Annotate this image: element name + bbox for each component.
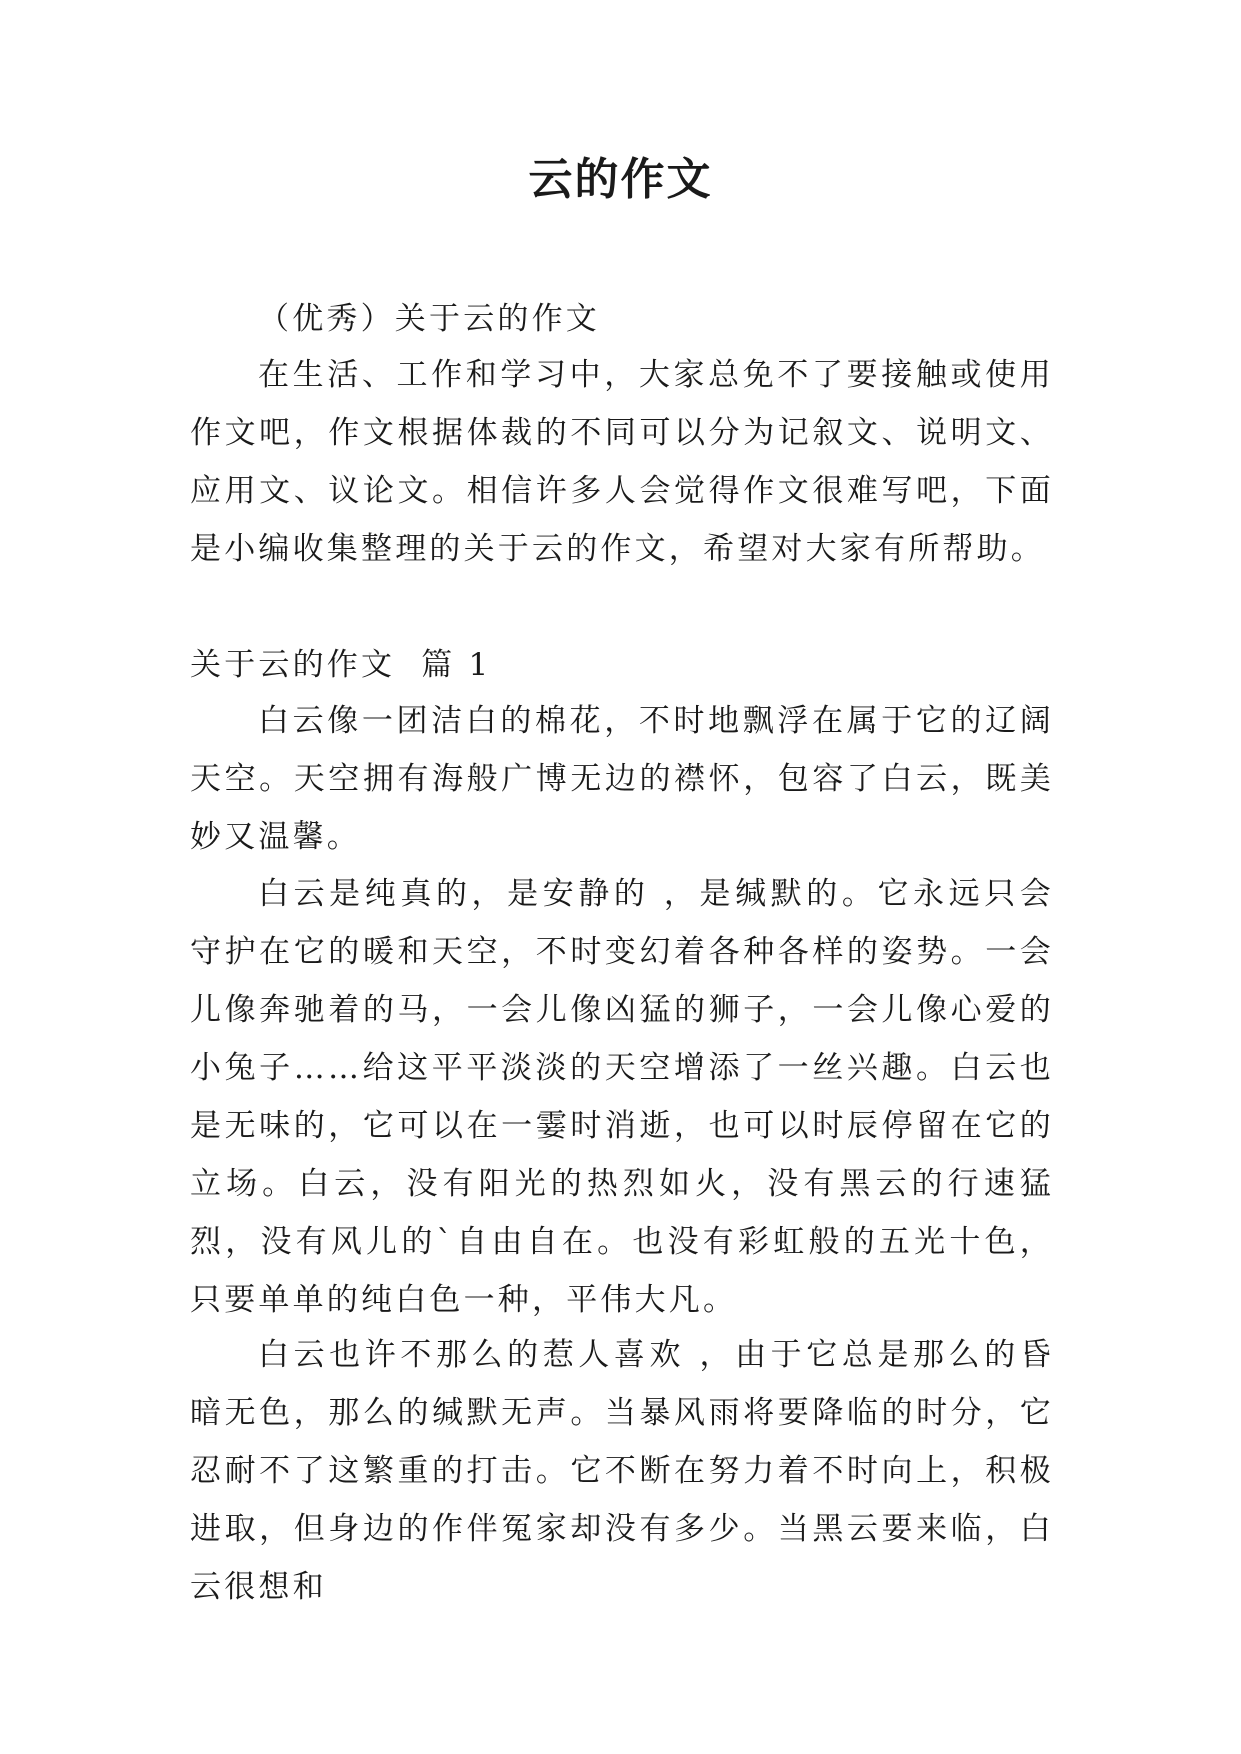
intro-paragraph: 在生活、工作和学习中，大家总免不了要接触或使用作文吧，作文根据体裁的不同可以分为记叙文、说明文、应用文、议论文。相信许多人会觉得作文很难写吧，下面是小编收集整理的关于云的作文，希望对大家有所帮助。 [190, 357, 1054, 567]
page-title: 云的作文 [528, 154, 713, 205]
body-paragraph: 白云是纯真的，是安静的 ，是缄默的。它永远只会守护在它的暖和天空，不时变幻着各种各样的姿势。一会儿像奔驰着的马，一会儿像凶猛的狮子，一会儿像心爱的小兔子……给这平平淡淡的天空增添了一丝兴趣。白云也是无味的，它可以在一霎时消逝，也可以时辰停留在它的立场。白云，没有阳光的热烈如火，没有黑云的行速猛烈，没有风儿的`自由自在。也没有彩虹般的五光十色，只要单单的纯白色一种，平伟大凡。 [190, 876, 1054, 1318]
body-paragraph: 白云也许不那么的惹人喜欢 ，由于它总是那么的昏暗无色，那么的缄默无声。当暴风雨将要降临的时分，它忍耐不了这繁重的打击。它不断在努力着不时向上，积极进取，但身边的作伴冤家却没有多少。当黑云要来临，白云很想和 [190, 1337, 1054, 1605]
section-heading: 关于云的作文 篇 1 [190, 647, 492, 683]
intro-label: （优秀）关于云的作文 [258, 301, 600, 337]
body-paragraph: 白云像一团洁白的棉花，不时地飘浮在属于它的辽阔天空。天空拥有海般广博无边的襟怀，包容了白云，既美妙又温馨。 [190, 703, 1054, 855]
